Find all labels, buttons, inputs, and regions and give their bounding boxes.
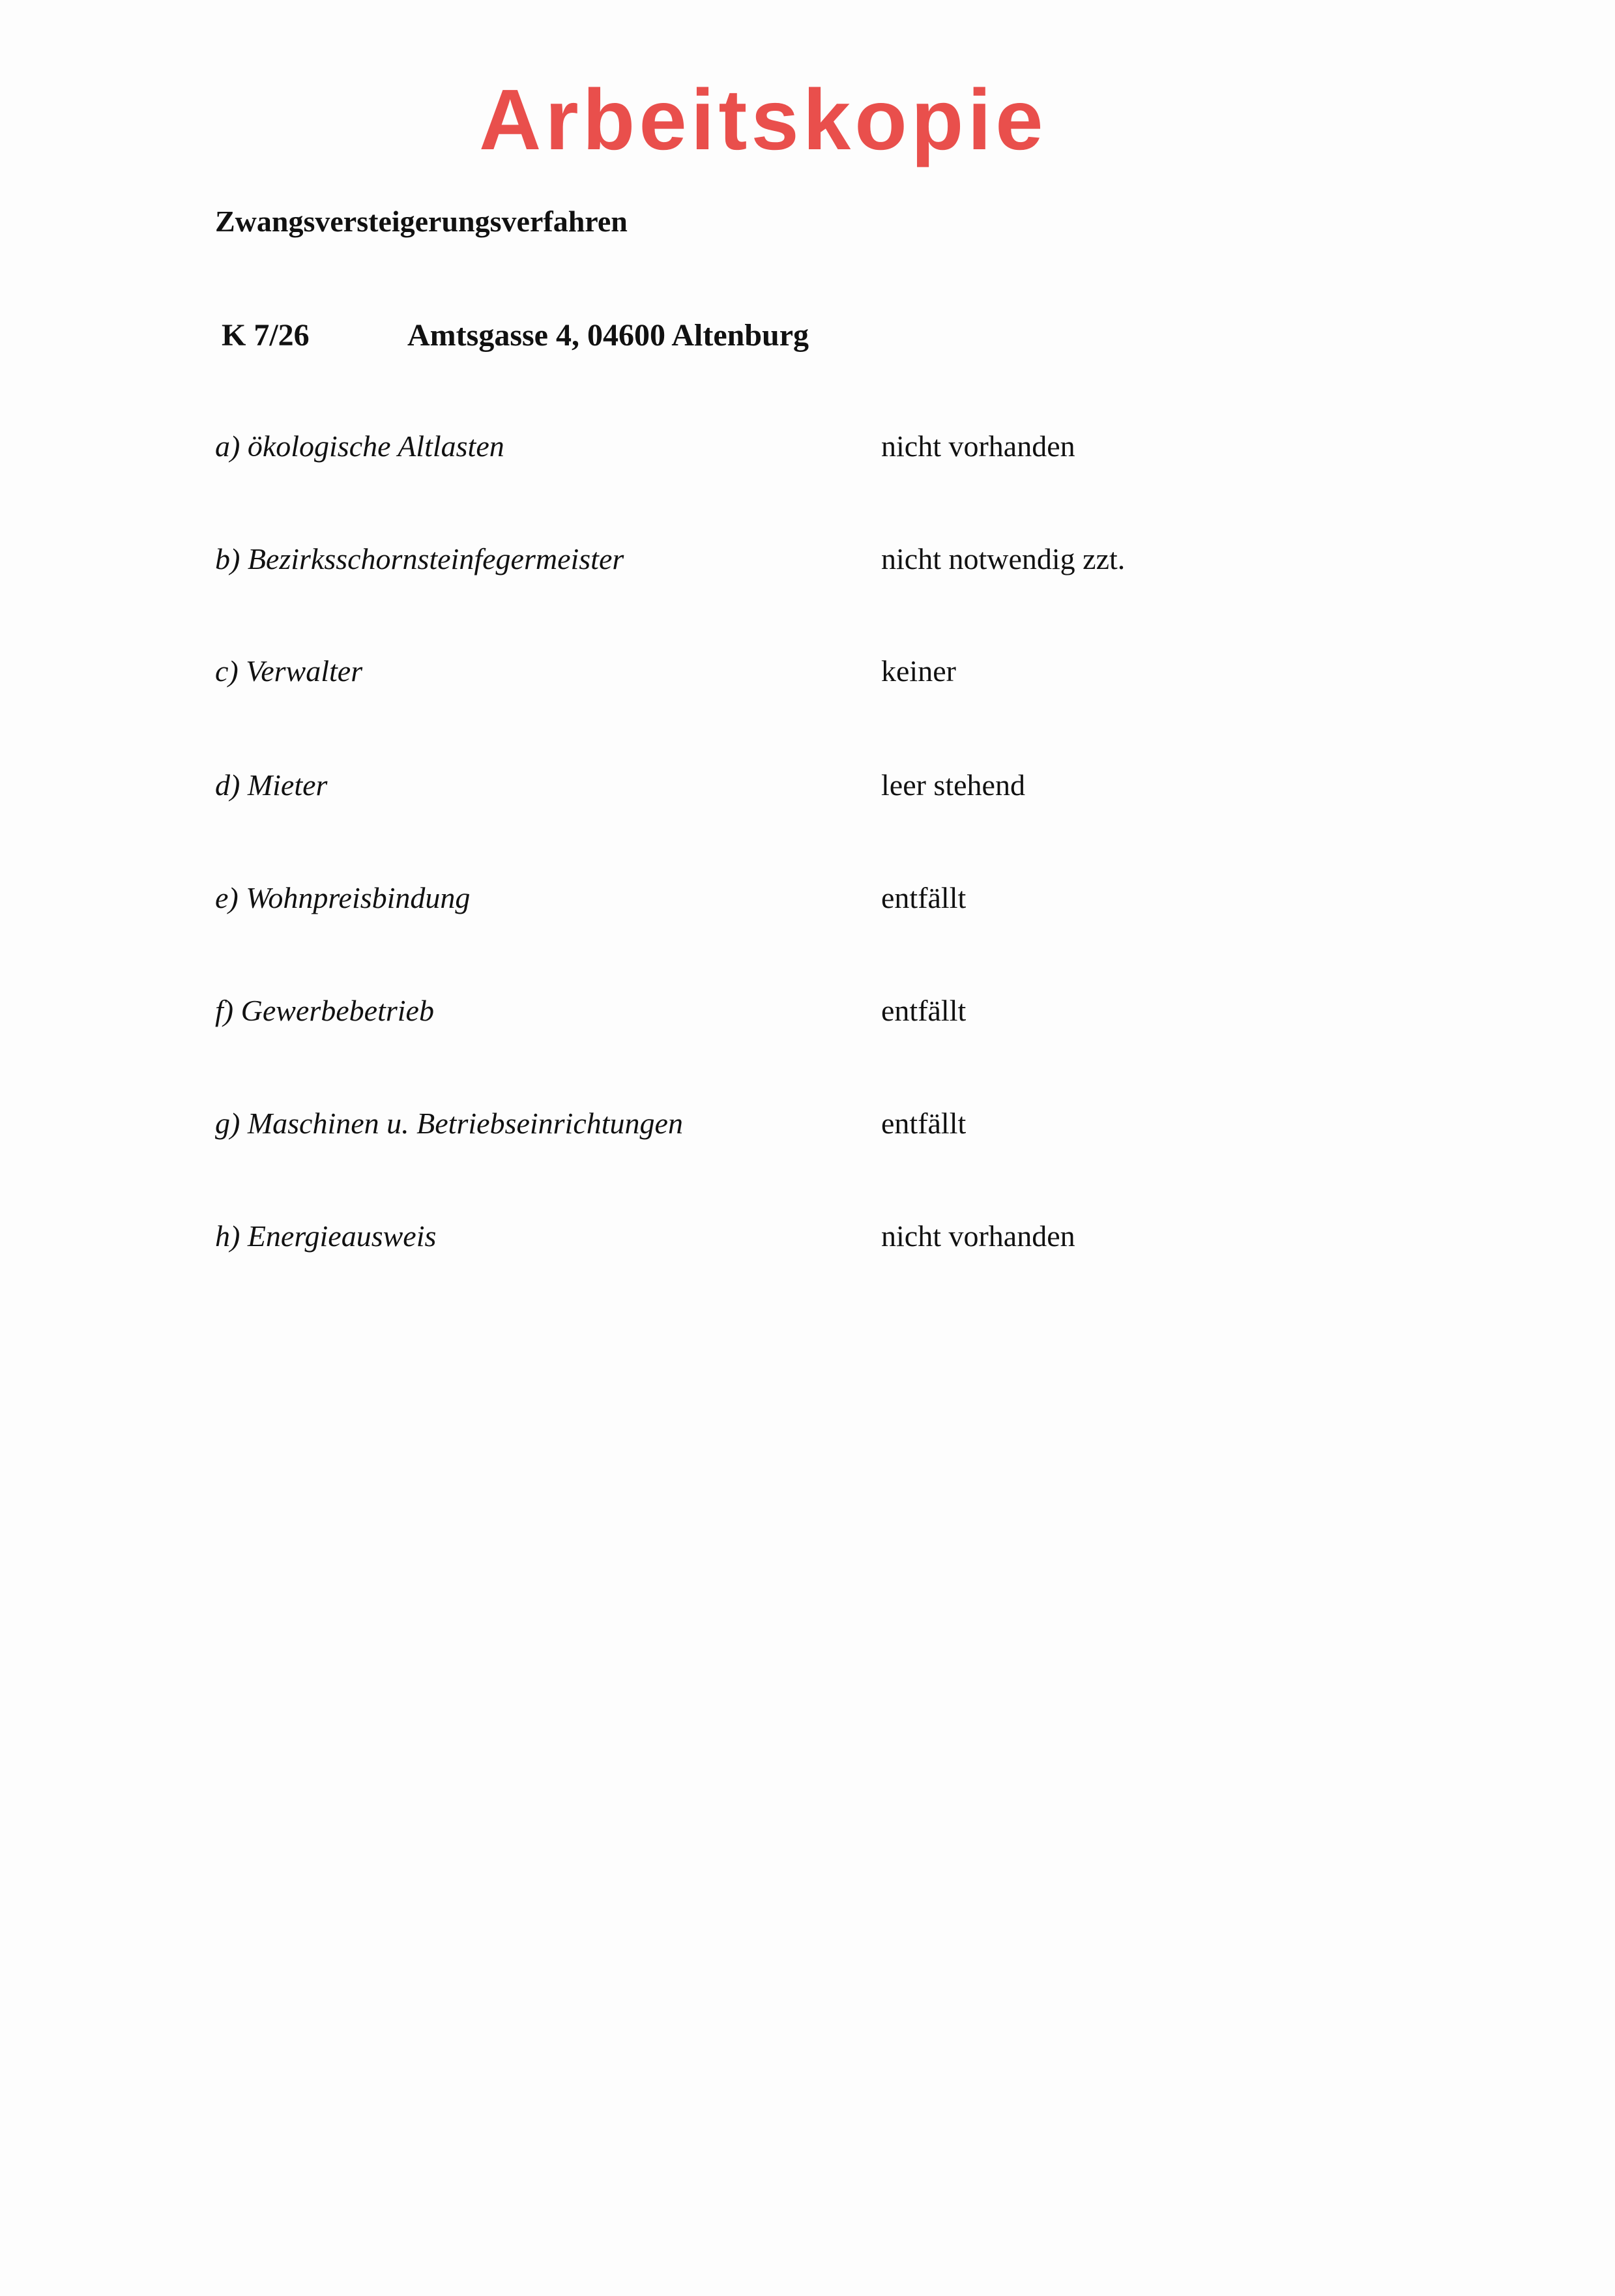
case-number: K 7/26 <box>222 318 310 353</box>
item-value-gewerbebetrieb: entfällt <box>881 994 967 1027</box>
item-label-verwalter: c) Verwalter <box>215 654 363 688</box>
arbeitskopie-stamp: Arbeitskopie <box>479 72 1047 167</box>
item-value-energieausweis: nicht vorhanden <box>881 1219 1075 1253</box>
item-value-mieter: leer stehend <box>881 768 1025 802</box>
item-label-maschinen: g) Maschinen u. Betriebseinrichtungen <box>215 1107 683 1140</box>
item-label-mieter: d) Mieter <box>215 768 328 802</box>
item-value-altlasten: nicht vorhanden <box>881 429 1075 463</box>
item-value-wohnpreisbindung: entfällt <box>881 881 967 914</box>
property-address: Amtsgasse 4, 04600 Altenburg <box>407 318 809 353</box>
item-value-verwalter: keiner <box>881 654 956 688</box>
item-value-maschinen: entfällt <box>881 1107 967 1140</box>
item-label-altlasten: a) ökologische Altlasten <box>215 429 504 463</box>
item-value-schornsteinfeger: nicht notwendig zzt. <box>881 542 1126 575</box>
item-label-wohnpreisbindung: e) Wohnpreisbindung <box>215 881 471 914</box>
item-label-schornsteinfeger: b) Bezirksschornsteinfegermeister <box>215 542 624 575</box>
item-label-gewerbebetrieb: f) Gewerbebetrieb <box>215 994 434 1027</box>
item-label-energieausweis: h) Energieausweis <box>215 1219 437 1253</box>
document-title: Zwangsversteigerungsverfahren <box>215 205 628 238</box>
